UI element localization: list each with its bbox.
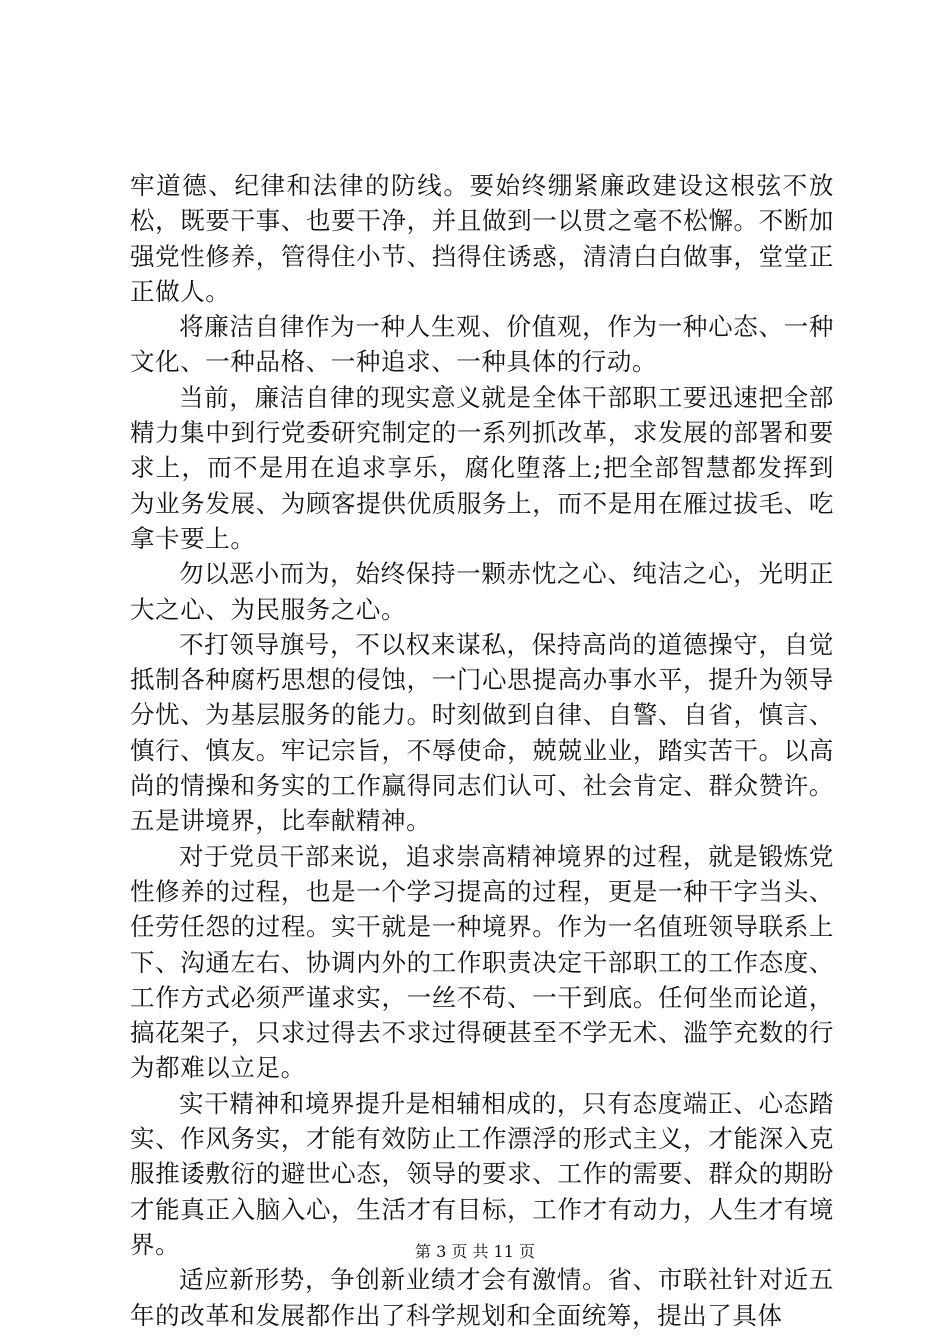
page-number-label: 第 3 页 共 11 页 xyxy=(415,1242,535,1261)
document-body xyxy=(130,168,834,1333)
paragraph-8: 适应新形势，争创新业绩才会有激情。省、市联社针对近五年的改革和发展都作出了科学规划和全面统筹，提出了具体 xyxy=(130,1265,834,1330)
paragraph-4: 勿以恶小而为，始终保持一颗赤忱之心、纯洁之心，光明正大之心、为民服务之心。 xyxy=(130,559,834,624)
paragraph-1: 牢道德、纪律和法律的防线。要始终绷紧廉政建设这根弦不放松，既要干事、也要干净，并且做到一以贯之毫不松懈。不断加强党性修养，管得住小节、挡得住诱惑，清清白白做事，堂堂正正做人。 xyxy=(130,171,834,306)
paragraph-5: 不打领导旗号，不以权来谋私，保持高尚的道德操守，自觉抵制各种腐朽思想的侵蚀，一门心思提高办事水平，提升为领导分忧、为基层服务的能力。时刻做到自律、自警、自省，慎言、慎行、慎友。牢记宗旨，不辱使命，兢兢业业，踏实苦干。以高尚的情操和务实的工作赢得同志们认可、社会肯定、群众赞许。五是讲境界，比奉献精神。 xyxy=(130,629,834,836)
paragraph-2: 将廉洁自律作为一种人生观、价值观，作为一种心态、一种文化、一种品格、一种追求、一种具体的行动。 xyxy=(130,312,834,377)
paragraph-6: 对于党员干部来说，追求崇高精神境界的过程，就是锻炼党性修养的过程，也是一个学习提高的过程，更是一种干字当头、任劳任怨的过程。实干就是一种境界。作为一名值班领导联系上下、沟通左右、协调内外的工作职责决定干部职工的工作态度、工作方式必须严谨求实，一丝不苟、一干到底。任何坐而论道，搞花架子，只求过得去不求过得硬甚至不学无术、滥竽充数的行为都难以立足。 xyxy=(130,841,834,1083)
paragraph-7: 实干精神和境界提升是相辅相成的，只有态度端正、心态踏实、作风务实，才能有效防止工作漂浮的形式主义，才能深入克服推诿敷衍的避世心态，领导的要求、工作的需要、群众的期盼才能真正入脑入心，生活才有目标，工作才有动力，人生才有境界。 xyxy=(130,1088,834,1259)
page-footer xyxy=(0,1242,950,1262)
paragraph-3: 当前，廉洁自律的现实意义就是全体干部职工要迅速把全部精力集中到行党委研究制定的一系列抓改革，求发展的部署和要求上，而不是用在追求享乐，腐化堕落上;把全部智慧都发挥到为业务发展、为顾客提供优质服务上，而不是用在雁过拔毛、吃拿卡要上。 xyxy=(130,382,834,553)
